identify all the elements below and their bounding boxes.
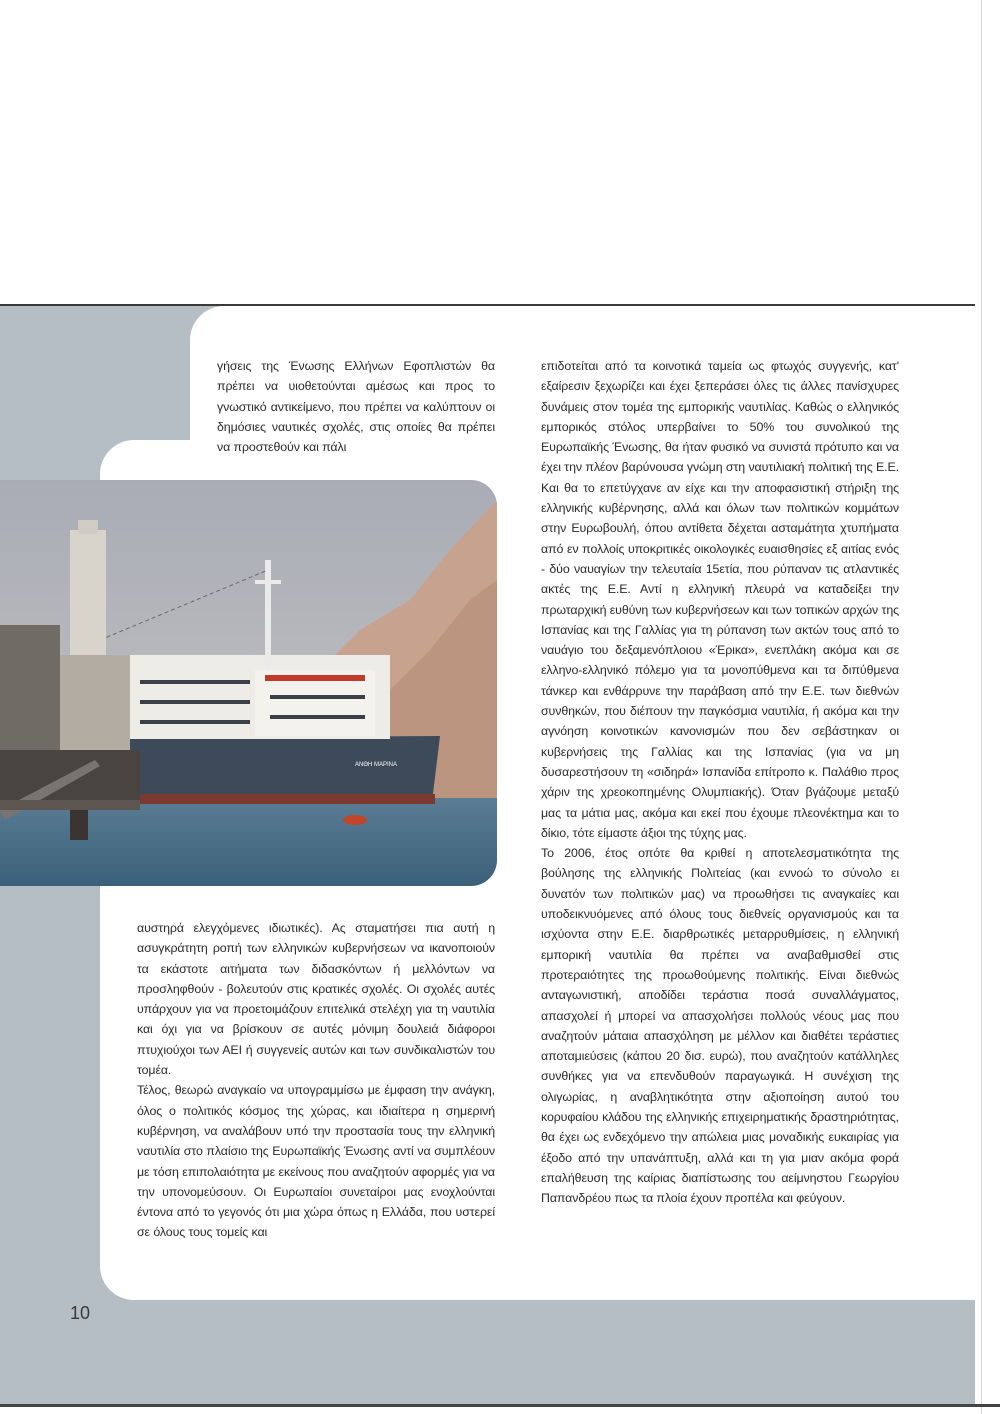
paragraph: Τέλος, θεωρώ αναγκαίο να υπογραμμίσω με έμφαση την ανάγκη, όλος ο πολιτικός κόσμος της χώρας, και ιδιαίτερα η σημερινή κυβέρνηση, να αναλάβουν υπό την προστασία τους την ελληνική ναυτιλία στο πλαίσιο της Ευρωπαϊκής Ένωσης αντί να συμπλέουν με τόση επιπολαιότητα με εκείνους που αναζητούν αφορμές για να την υπονομεύσουν. Οι Ευρωπαίοι συνεταίροι μας ενοχλούνται έντονα από το γεγονός ότι μια χώρα όπως η Ελλάδα, που υστερεί σε όλους τους τομείς και — [137, 1083, 495, 1240]
paragraph: αυστηρά ελεγχόμενες ιδιωτικές). Ας σταματήσει πια αυτή η ασυγκράτητη ροπή των ελληνικών κυβερνήσεων να ικανοποιούν τα εκάστοτε αιτήματα των διδασκόντων ή μελλόντων να προσληφθούν - βολευτούν στις κρατικές σχολές. Οι σχολές αυτές υπάρχουν για να προετοιμάζουν επιτελικά στελέχη για τη ναυτιλία και όχι για να βρίσκουν σε αυτές μόνιμη δουλειά διάφοροι πτυχιούχοι των ΑΕΙ ή συγγενείς αυτών και των συνδικαλιστών του τομέα. — [137, 921, 495, 1078]
bottom-rule — [0, 1404, 1000, 1407]
ship-photo-icon — [0, 480, 497, 886]
text-column-left-bottom — [137, 918, 495, 1243]
text-column-right — [541, 356, 899, 1208]
page-edge — [981, 0, 982, 1414]
paragraph: γήσεις της Ένωσης Ελλήνων Εφοπλιστών θα πρέπει να υιοθετούνται αμέσως και προς το γνωστικό αντικείμενο, που πρέπει να καλύπτουν οι δημόσιες ναυτικές σχολές, στις οποίες θα πρέπει να προστεθούν και πάλι — [217, 359, 495, 455]
ship-photo — [0, 480, 497, 886]
text-column-left-top — [217, 356, 495, 457]
page-number: 10 — [70, 1303, 91, 1323]
paragraph: Το 2006, έτος οπότε θα κριθεί η αποτελεσματικότητα της βούλησης της ελληνικής Πολιτείας (και εννοώ το σύνολο ει δυνατόν των πολιτικών μας) να προωθήσει τις αναγκαίες και υποδεικνυόμενες από όλους τους διεθνείς οργανισμούς και τα ισχύοντα στην Ε.Ε. διαρθρωτικές μεταρρυθμίσεις, η ελληνική εμπορική ναυτιλία θα πρέπει να αναβαθμισθεί στις προτεραιότητες της προωθούμενης πολιτικής. Είναι διεθνώς ανταγωνιστική, αποδίδει τεράστια ποσά συναλλάγματος, απασχολεί ή μπορεί να απασχολήσει πολλούς νέους μας που αναζητούν μάταια απασχόληση με μέλλον και διαθέτει τεράστιες αποταμιεύσεις (κάπου 20 δισ. ευρώ), που αναζητούν κατάλληλες συνθήκες για να επενδυθούν παραγωγικά. Η συνέχιση της ολιγωρίας, η αναβλητικότητα στην αξιοποίηση αυτού του κορυφαίου κλάδου της ελληνικής επιχειρηματικής δραστηριότητας, θα έχει ως ενδεχόμενο την απώλεια μιας μοναδικής ευκαιρίας για έξοδο από την υπανάπτυξη, αλλά και τη για μιαν ακόμα φορά επαλήθευση της καίριας διαπίστωσης του αείμνηστου Γεωργίου Παπανδρέου πως τα πλοία έχουν προπέλα και φεύγουν. — [541, 846, 899, 1206]
paragraph: επιδοτείται από τα κοινοτικά ταμεία ως φτωχός συγγενής, κατ' εξαίρεσιν ξεχωρίζει και έχει ξεπεράσει όλες τις άλλες πανίσχυρες δυνάμεις στον τομέα της εμπορικής ναυτιλίας. Καθώς ο ελληνικός εμπορικός στόλος υπερβαίνει το 50% του συνολικού της Ευρωπαϊκής Ένωσης, θα ήταν φυσικό να συνιστά πρότυπο και να έχει την πλέον βαρύνουσα γνώμη στη ναυτιλιακή πολιτική της Ε.Ε. Και θα το επετύγχανε αν είχε και την αποφασιστική στήριξη της ελληνικής κυβέρνησης, αλλά και όλων των πολιτικών κομμάτων στην Ευρωβουλή, όπου αντίθετα δέχεται ασταμάτητα χτυπήματα από εν πολλοίς υποκριτικές οικολογικές ευαισθησίες εξ αιτίας ενός - δύο ναυαγίων την τελευταία 15ετία, που ρύπαναν τις ατλαντικές ακτές της Ε.Ε. Αντί η ελληνική πλευρά να καταδείξει την πρωταρχική ευθύνη των κυβερνήσεων και των τοπικών αρχών της Ισπανίας και της Γαλλίας για τη ρύπανση των ακτών τους από το ναυάγιο του δεξαμενόπλοιου «Έρικα», ενεπλάκη ακόμα και σε ελληνο-ελληνικό πόλεμο για τα μονοπύθμενα και τα διπύθμενα τάνκερ και ενθάρρυνε την παράβαση από την Ε.Ε. των διεθνών συνθηκών, που διέπουν την παγκόσμια ναυτιλία, ή ακόμα και την αγνόηση κοινοτικών κανονισμών που δεν σεβάστηκαν οι κυβερνήσεις της Γαλλίας και της Ισπανίας (για να μη δυσαρεστήσουν τη «σιδηρά» Ισπανίδα επίτροπο κ. Παλάθιο προς χάριν της χρεοκοπημένης Ολυμπιακής). Όταν βγάζουμε μεταξύ μας τα μάτια μας, ακόμα και εκεί που έχουμε πλεονέκτημα και το δίκιο, τότε είμαστε άξιοι της τύχης μας. — [541, 359, 899, 840]
ship-name-label: ΑΝΘΗ ΜΑΡΙΝΑ — [355, 762, 398, 768]
